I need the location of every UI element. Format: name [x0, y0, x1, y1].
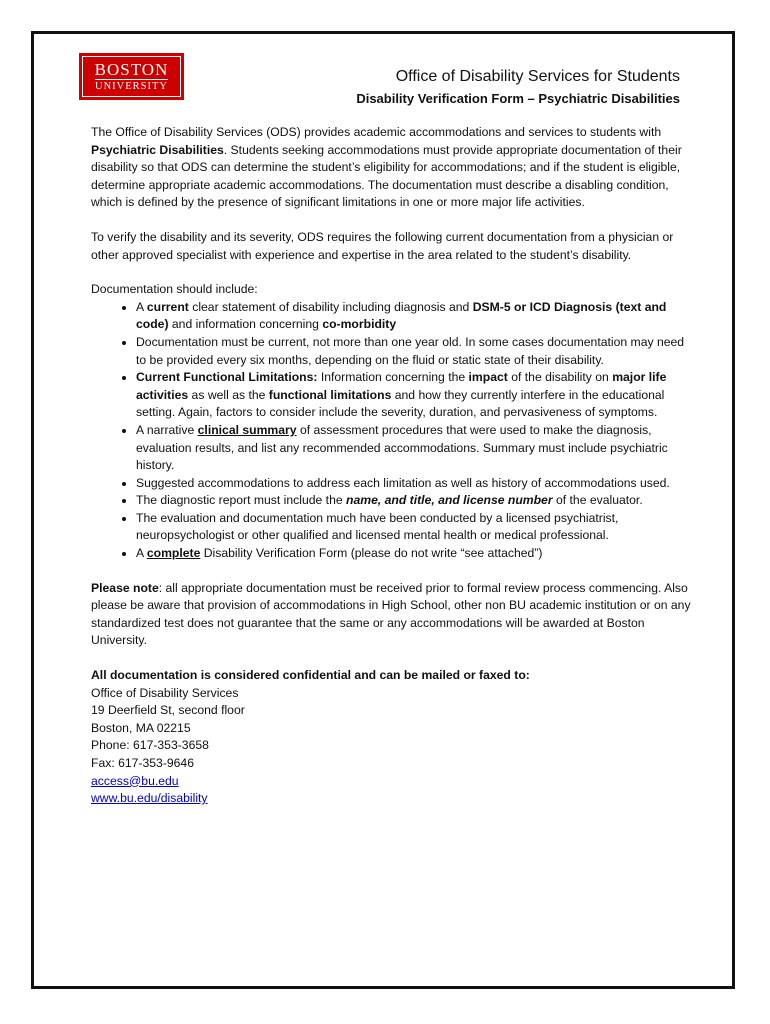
intro-text-cont: . Students seeking accommodations must provide appropriate documentation of their disability so that ODS can determine the student’s eligibility for accommodations; and if the student is eligible, determine appropriate academic accommodations. The documentation must describe a disabling condition, which is defined by the presence of significant limitations in one or more major life activities.	[91, 142, 682, 210]
list-item: • Suggested accommodations to address each limitation as well as history of accommodations used.	[136, 475, 691, 493]
list-item: • The diagnostic report must include the name, and title, and license number of the evaluator.	[136, 492, 691, 510]
intro-paragraph	[91, 124, 691, 212]
address-line: Office of Disability Services	[91, 685, 239, 700]
phone-number: Phone: 617-353-3658	[91, 738, 209, 753]
list-item: • Documentation must be current, not more than one year old. In some cases documentation may need to be provided every six months, depending on the fluid or static state of their disability.	[136, 334, 691, 369]
please-note-label: Please note	[91, 580, 159, 595]
email-link[interactable]: access@bu.edu	[91, 773, 179, 788]
form-subtitle: Disability Verification Form – Psychiatric Disabilities	[356, 91, 680, 106]
logo-text-university: UNIVERSITY	[95, 80, 168, 92]
list-item: • Current Functional Limitations: Information concerning the impact of the disability on major life activities as well as the functional limitations and how they currently interfere in the educational setting. Again, factors to consider include the severity, duration, and pervasiveness of symptoms.	[136, 369, 691, 422]
please-note-paragraph	[91, 580, 691, 650]
boston-university-logo	[79, 53, 184, 100]
list-item: • The evaluation and documentation much have been conducted by a licensed psychiatrist, neuropsychologist or other qualified and licensed mental health or medical professional.	[136, 510, 691, 545]
page-title: Office of Disability Services for Students	[395, 68, 680, 85]
address-line: Boston, MA 02215	[91, 720, 191, 735]
logo-text-boston: BOSTON	[94, 59, 169, 79]
website-link[interactable]: www.bu.edu/disability	[91, 791, 208, 806]
documentation-list	[91, 299, 691, 563]
intro-bold-term: Psychiatric Disabilities	[91, 142, 224, 157]
list-item: • A complete Disability Verification Form (please do not write “see attached”)	[136, 545, 691, 563]
contact-heading: All documentation is considered confidential and can be mailed or faxed to:	[91, 668, 530, 683]
documentation-heading: Documentation should include:	[91, 282, 258, 297]
document-body	[91, 124, 691, 808]
fax-number: Fax: 617-353-9646	[91, 756, 194, 770]
list-item: • A current clear statement of disability including diagnosis and DSM-5 or ICD Diagnosis (text and code) and information concerning co-morbidity	[136, 299, 691, 334]
verify-paragraph: To verify the disability and its severity, ODS requires the following current documentation from a physician or other approved specialist with experience and expertise in the area related to the student’s disability.	[91, 229, 674, 262]
please-note-text: : all appropriate documentation must be received prior to formal review process commencing. Also please be aware that provision of accommodations in High School, other non BU academic institution or on any standardized test does not guarantee that the same or any accommodations will be awarded at Boston University.	[91, 580, 691, 648]
contact-block	[91, 667, 691, 808]
intro-text: The Office of Disability Services (ODS) provides academic accommodations and services to students with	[91, 125, 662, 139]
list-item: • A narrative clinical summary of assessment procedures that were used to make the diagnosis, evaluation results, and list any recommended accommodations. Summary must include psychiatric history.	[136, 422, 691, 475]
address-line: 19 Deerfield St, second floor	[91, 703, 245, 718]
